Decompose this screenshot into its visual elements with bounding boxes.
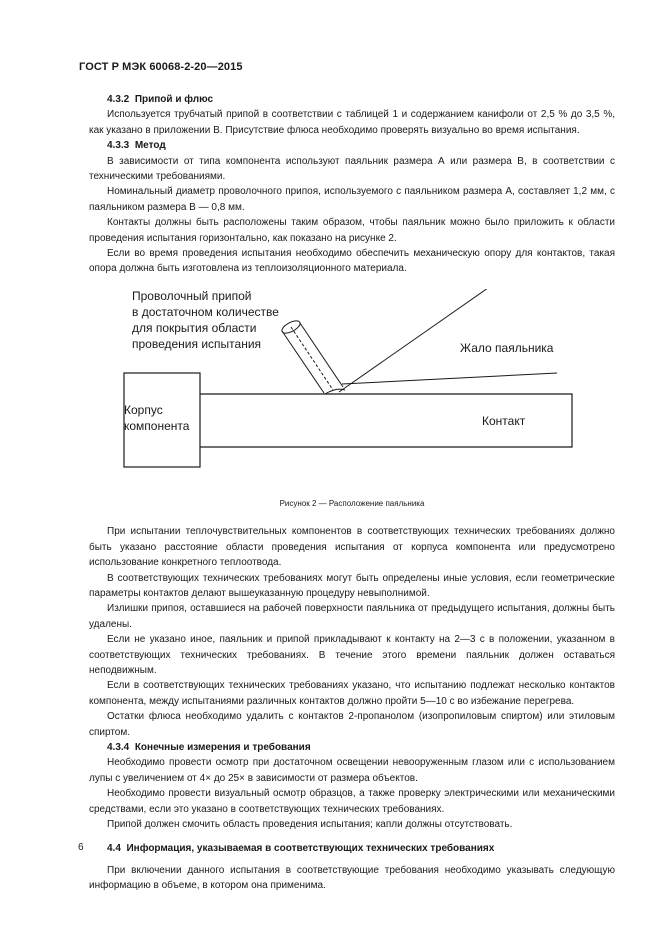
paragraph: Номинальный диаметр проволочного припоя, используемого с паяльником размера А, составляет 1,2 мм, с паяльником размера В — 0,8 мм. (89, 186, 615, 213)
section-number: 4.3.4 (107, 741, 130, 753)
section-title: Конечные измерения и требования (134, 741, 311, 753)
section-heading-4-4 (89, 841, 615, 856)
paragraph: Используется трубчатый припой в соответствии с таблицей 1 и содержанием канифоли от 2,5 % до 3,5 %, как указано в приложении В. Присутствие флюса необходимо проверять визуально во время испытания. (89, 109, 615, 136)
solder-label-line: для покрытия области (132, 320, 257, 335)
section-number: 4.4 (107, 843, 121, 855)
paragraph: В зависимости от типа компонента используют паяльник размера А или размера В, в соответствии с техническими требованиями. (89, 155, 615, 183)
paragraph: Необходимо провести осмотр при достаточном освещении невооруженным глазом или с использованием лупы с увеличением от 4× до 25× в зависимости от размера объектов. (89, 757, 615, 784)
page-number: 6 (78, 842, 84, 853)
paragraph: Остатки флюса необходимо удалить с контактов 2-пропанолом (изопропиловым спиртом) или этиловым спиртом. (89, 711, 615, 738)
solder-label-line: в достаточном количестве (132, 304, 279, 319)
page-content (89, 92, 615, 894)
solder-label-line: Проволочный припой (132, 288, 252, 303)
section-title: Метод (134, 140, 166, 152)
section-title: Припой и флюс (134, 94, 214, 105)
paragraph: Если во время проведения испытания необходимо обеспечить механическую опору для контактов, такая опора должна быть изготовлена из теплоизоляционного материала. (89, 248, 615, 275)
paragraph: Излишки припоя, оставшиеся на рабочей поверхности паяльника от предыдущего испытания, должны быть удалены. (89, 603, 615, 630)
iron-tip-lower-edge (342, 373, 557, 384)
figure-2-soldering-iron-position (89, 289, 615, 495)
paragraph: Припой должен смочить область проведения испытания; капли должны отсутствовать. (107, 819, 513, 830)
component-body-label: Корпус (124, 402, 163, 417)
solder-wire-edge-right (300, 323, 343, 387)
section-number: 4.3.3 (107, 140, 130, 152)
paragraph: Если в соответствующих технических требованиях указано, что испытанию подлежат несколько контактов компонента, между испытаниями различных контактов должно пройти 5—10 с во избежание перегрева. (89, 680, 615, 707)
paragraph: Если не указано иное, паяльник и припой прикладывают к контакту на 2—3 с в положении, указанном в соответствующих технических требованиях. В течение этого времени паяльник должен оставаться неподвижным. (89, 634, 615, 676)
document-header: ГОСТ Р МЭК 60068-2-20—2015 (79, 61, 243, 73)
contact-label: Контакт (482, 413, 526, 428)
figure-caption: Рисунок 2 — Расположение паяльника (279, 498, 425, 508)
section-heading-4-3-4 (89, 740, 615, 755)
paragraph: Необходимо провести визуальный осмотр образцов, а также проверку электрическими или механическими средствами, если это указано в соответствующих технических требованиях. (89, 788, 615, 815)
paragraph: В соответствующих технических требованиях могут быть определены иные условия, если геометрические параметры контактов делают вышеуказанную процедуру невыполнимой. (89, 572, 615, 599)
section-title: Информация, указываемая в соответствующих технических требованиях (126, 843, 495, 855)
section-heading-4-3-3 (89, 138, 615, 153)
solder-wire-edge-left (282, 331, 324, 393)
paragraph: При включении данного испытания в соответствующие требования необходимо указывать следующую информацию в объеме, в котором она применима. (89, 864, 615, 892)
paragraph: При испытании теплочувствительных компонентов в соответствующих технических требованиях должно быть указано расстояние области проведения испытания от корпуса компонента или предусмотрено использование конкретного теплоотвода. (89, 526, 615, 569)
component-body-label: компонента (124, 418, 190, 433)
solder-label-line: проведения испытания (132, 336, 262, 351)
paragraph: Контакты должны быть расположены таким образом, чтобы паяльник можно было приложить к области проведения испытания горизонтально, как показано на рисунке 2. (89, 217, 615, 244)
iron-tip-label: Жало паяльника (460, 340, 554, 355)
solder-wire-core (291, 327, 333, 390)
section-heading-4-3-2 (89, 92, 615, 107)
section-number: 4.3.2 (107, 94, 130, 105)
